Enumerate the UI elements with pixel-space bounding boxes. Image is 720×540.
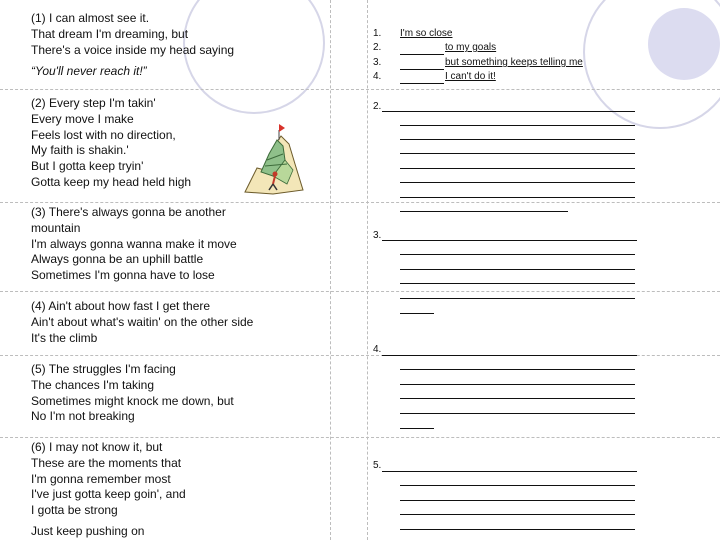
answer-number: 1. xyxy=(373,28,382,39)
stanza-3 xyxy=(31,205,237,284)
lyric-line: (4) Ain't about how fast I get there xyxy=(31,299,211,313)
answer-blank[interactable] xyxy=(400,54,444,55)
lyric-line: (6) I may not know it, but xyxy=(31,440,163,454)
answer-blank[interactable] xyxy=(400,398,635,399)
horizontal-guide xyxy=(0,202,720,203)
lyric-line: Gotta keep my head held high xyxy=(31,174,192,189)
stanza-4 xyxy=(31,299,253,346)
lyric-line: No I'm not breaking xyxy=(31,409,135,424)
answer-blank[interactable] xyxy=(400,254,635,255)
answer-blank[interactable] xyxy=(400,485,635,486)
answer-blank[interactable] xyxy=(400,168,635,169)
stanza-1 xyxy=(31,11,234,80)
answer-blank[interactable] xyxy=(400,529,635,530)
lyric-line: That dream I'm dreaming, but xyxy=(31,26,189,41)
lyric-line: (3) There's always gonna be another xyxy=(31,205,226,219)
lyric-line: Feels lost with no direction, xyxy=(31,127,176,142)
lyric-line: Every move I make xyxy=(31,111,134,126)
answer-blank[interactable] xyxy=(400,283,635,284)
lyric-line: I'm gonna remember most xyxy=(31,471,171,486)
answer-number: 3. xyxy=(373,57,382,68)
answer-blank[interactable] xyxy=(400,369,635,370)
answer-blank[interactable] xyxy=(400,153,635,154)
stanza-5 xyxy=(31,362,234,425)
horizontal-guide xyxy=(0,291,720,292)
answer-blank[interactable] xyxy=(400,139,635,140)
answer-blank[interactable] xyxy=(400,269,635,270)
answer-blank[interactable] xyxy=(400,83,444,84)
lyric-line: It's the climb xyxy=(31,330,98,345)
answer-number: 4. xyxy=(373,344,382,355)
lyric-line: (5) The struggles I'm facing xyxy=(31,362,176,376)
answer-text: to my goals xyxy=(445,42,497,53)
lyric-line: Ain't about what's waitin' on the other side xyxy=(31,314,254,329)
lyric-line: The chances I'm taking xyxy=(31,377,155,392)
lyric-line: (1) I can almost see it. xyxy=(31,11,150,25)
lyric-line: There's a voice inside my head saying xyxy=(31,42,235,57)
answer-number: 4. xyxy=(373,71,382,82)
answer-blank[interactable] xyxy=(400,514,635,515)
answer-blank[interactable] xyxy=(400,413,635,414)
answer-blank[interactable] xyxy=(382,471,637,472)
lyric-line: I'm always gonna wanna make it move xyxy=(31,236,237,251)
answer-blank[interactable] xyxy=(400,500,635,501)
answer-blank[interactable] xyxy=(400,428,434,429)
lyric-line: Just keep pushing on xyxy=(31,523,145,538)
lyric-line: I've just gotta keep goin', and xyxy=(31,487,186,502)
lyric-line: But I gotta keep tryin' xyxy=(31,159,144,174)
mountain-climber-icon xyxy=(243,120,305,196)
stanza-2 xyxy=(31,96,191,191)
deco-circle-fill xyxy=(648,8,720,80)
lyric-line: Sometimes might knock me down, but xyxy=(31,393,234,408)
answer-blank[interactable] xyxy=(400,313,434,314)
vertical-guide xyxy=(367,0,368,540)
answer-blank[interactable] xyxy=(382,240,637,241)
lyric-line: Always gonna be an uphill battle xyxy=(31,252,204,267)
answer-blank[interactable] xyxy=(400,69,444,70)
answer-blank[interactable] xyxy=(382,111,635,112)
answer-number: 2. xyxy=(373,101,382,112)
answer-blank[interactable] xyxy=(400,211,568,212)
answer-number: 5. xyxy=(373,460,382,471)
answer-text: I'm so close xyxy=(400,28,453,39)
answer-text: but something keeps telling me xyxy=(445,57,583,68)
lyric-line: (2) Every step I'm takin' xyxy=(31,96,156,110)
answer-blank[interactable] xyxy=(400,125,635,126)
answer-blank[interactable] xyxy=(400,298,635,299)
answer-blank[interactable] xyxy=(400,384,635,385)
answer-number: 2. xyxy=(373,42,382,53)
horizontal-guide xyxy=(0,89,720,90)
answer-blank[interactable] xyxy=(400,197,635,198)
lyric-line: I gotta be strong xyxy=(31,503,118,518)
lyric-line: My faith is shakin.' xyxy=(31,143,129,158)
lyric-quote: “You'll never reach it!” xyxy=(31,64,147,79)
answer-text: I can't do it! xyxy=(445,71,496,82)
answer-blank[interactable] xyxy=(382,355,637,356)
vertical-guide xyxy=(330,0,331,540)
stanza-6 xyxy=(31,440,186,540)
lyric-line: These are the moments that xyxy=(31,455,182,470)
answer-blank[interactable] xyxy=(400,182,635,183)
lyric-line: Sometimes I'm gonna have to lose xyxy=(31,268,215,283)
answer-number: 3. xyxy=(373,230,382,241)
horizontal-guide xyxy=(0,437,720,438)
lyric-line: mountain xyxy=(31,220,81,235)
